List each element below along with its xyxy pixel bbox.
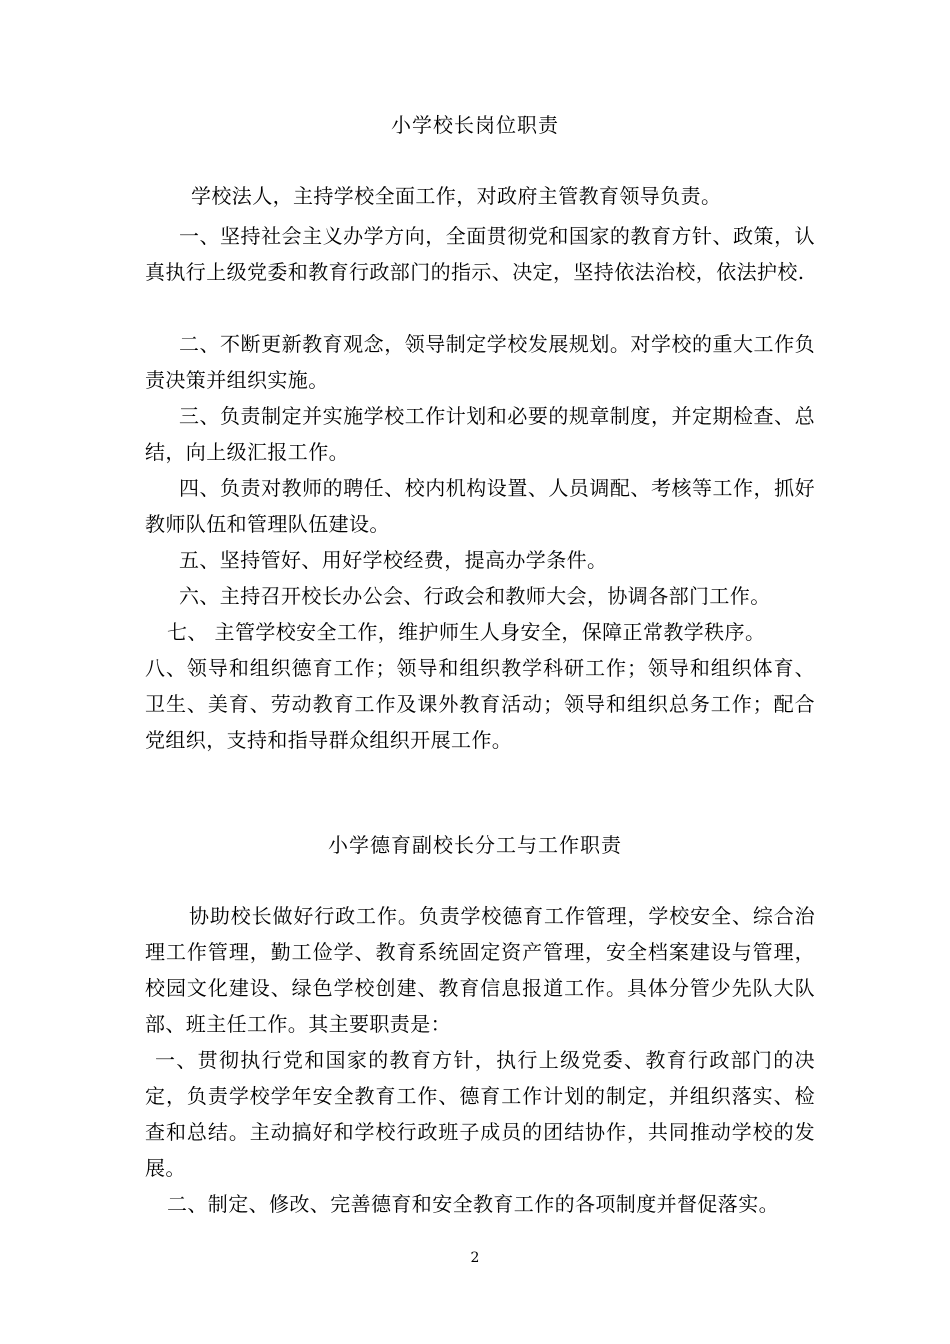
- section1-item-1: 一、坚持社会主义办学方向，全面贯彻党和国家的教育方针、政策，认真执行上级党委和教育行政部门的指示、决定，坚持依法治校，依法护校.: [145, 224, 815, 284]
- section1-intro: 学校法人，主持学校全面工作，对政府主管教育领导负责。: [191, 184, 722, 208]
- section1-item-5: 五、坚持管好、用好学校经费，提高办学条件。: [179, 548, 608, 572]
- page-number: 2: [470, 1250, 480, 1266]
- section1-item-6: 六、主持召开校长办公会、行政会和教师大会，协调各部门工作。: [179, 584, 771, 608]
- section1-item-7: 七、 主管学校安全工作，维护师生人身安全，保障正常教学秩序。: [167, 620, 766, 644]
- section1-item-2: 二、不断更新教育观念，领导制定学校发展规划。对学校的重大工作负责决策并组织实施。: [145, 332, 815, 392]
- section2-item-2: 二、制定、修改、完善德育和安全教育工作的各项制度并督促落实。: [167, 1192, 779, 1216]
- section2-intro: 协助校长做好行政工作。负责学校德育工作管理，学校安全、综合治理工作管理，勤工俭学、教育系统固定资产管理，安全档案建设与管理，校园文化建设、绿色学校创建、教育信息报道工作。具体分管少先队大队部、班主任工作。其主要职责是：: [145, 904, 815, 1036]
- section1-item-8: 八、领导和组织德育工作；领导和组织教学科研工作；领导和组织体育、卫生、美育、劳动教育工作及课外教育活动；领导和组织总务工作；配合党组织，支持和指导群众组织开展工作。: [145, 656, 815, 752]
- section2-item-1: 一、贯彻执行党和国家的教育方针，执行上级党委、教育行政部门的决定，负责学校学年安全教育工作、德育工作计划的制定，并组织落实、检查和总结。主动搞好和学校行政班子成员的团结协作，共同推动学校的发展。: [145, 1048, 815, 1180]
- section2-title: 小学德育副校长分工与工作职责: [328, 833, 622, 857]
- section1-title: 小学校长岗位职责: [391, 113, 559, 137]
- section1-item-4: 四、负责对教师的聘任、校内机构设置、人员调配、考核等工作，抓好教师队伍和管理队伍建设。: [145, 476, 815, 536]
- section1-item-3: 三、负责制定并实施学校工作计划和必要的规章制度，并定期检查、总结，向上级汇报工作。: [145, 404, 815, 464]
